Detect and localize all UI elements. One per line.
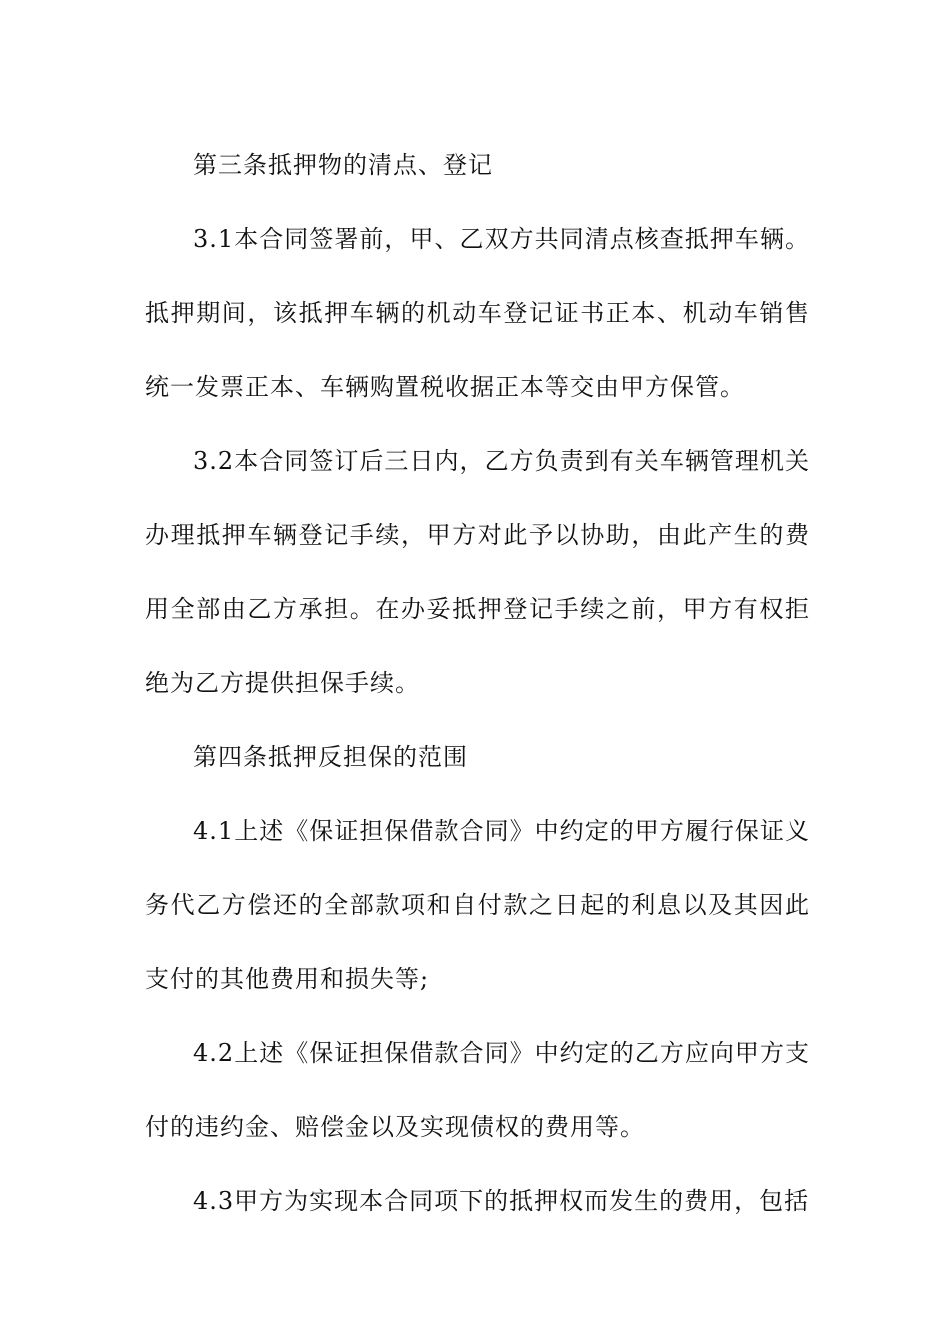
clause-4-1: 4.1上述《保证担保借款合同》中约定的甲方履行保证义务代乙方偿还的全部款项和自付款之日起的利息以及其因此支付的其他费用和损失等; xyxy=(145,817,810,993)
document-body xyxy=(145,128,810,1238)
clause-3-1: 3.1本合同签署前，甲、乙双方共同清点核查抵押车辆。抵押期间，该抵押车辆的机动车登记证书正本、机动车销售统一发票正本、车辆购置税收据正本等交由甲方保管。 xyxy=(145,225,810,401)
clause-4-3: 4.3甲方为实现本合同项下的抵押权而发生的费用，包括 xyxy=(193,1187,810,1215)
section-heading-3: 第三条抵押物的清点、登记 xyxy=(193,151,493,179)
clause-3-2: 3.2本合同签订后三日内，乙方负责到有关车辆管理机关办理抵押车辆登记手续，甲方对此予以协助，由此产生的费用全部由乙方承担。在办妥抵押登记手续之前，甲方有权拒绝为乙方提供担保手续。 xyxy=(145,447,810,697)
clause-4-2: 4.2上述《保证担保借款合同》中约定的乙方应向甲方支付的违约金、赔偿金以及实现债权的费用等。 xyxy=(145,1039,810,1141)
section-heading-4: 第四条抵押反担保的范围 xyxy=(193,743,468,771)
